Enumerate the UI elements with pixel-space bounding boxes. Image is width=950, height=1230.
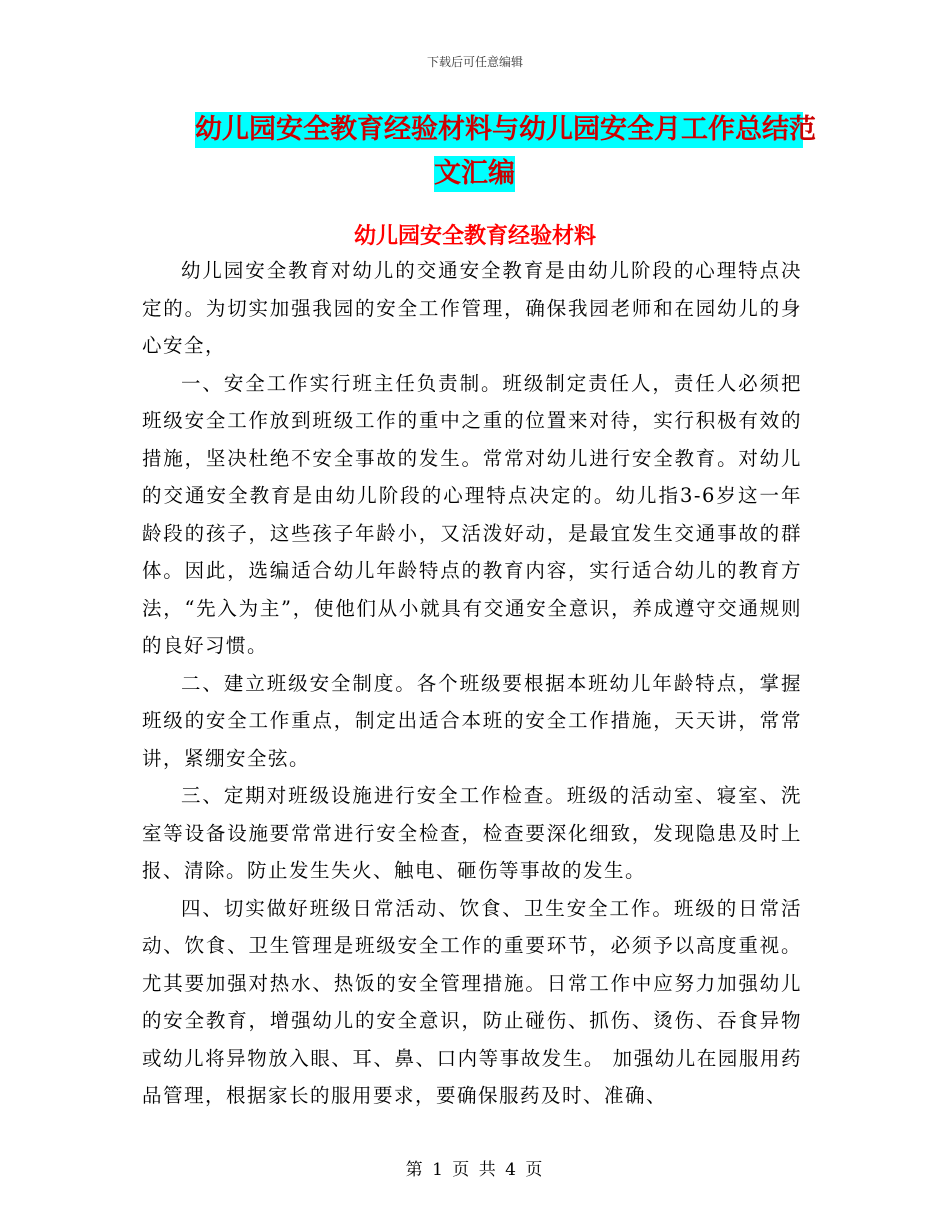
page-header-note: 下载后可任意编辑 [426,55,523,69]
body-paragraph: 幼儿园安全教育对幼儿的交通安全教育是由幼儿阶段的心理特点决定的。为切实加强我园的安全工作管理，确保我园老师和在园幼儿的身心安全， [142,259,802,357]
body-paragraph: 一、安全工作实行班主任负责制。班级制定责任人，责任人必须把班级安全工作放到班级工作的重中之重的位置来对待，实行积极有效的措施，坚决杜绝不安全事故的发生。常常对幼儿进行安全教育。对幼儿的交通安全教育是由幼儿阶段的心理特点决定的。幼儿指3-6岁这一年龄段的孩子，这些孩子年龄小，又活泼好动，是最宜发生交通事故的群体。因此，选编适合幼儿年龄特点的教育内容，实行适合幼儿的教育方法，“先入为主”，使他们从小就具有交通安全意识，养成遵守交通规则的良好习惯。 [142,371,802,657]
section-title: 幼儿园安全教育经验材料 [353,223,596,249]
body-paragraph: 三、定期对班级设施进行安全工作检查。班级的活动室、寝室、洗室等设备设施要常常进行安全检查，检查要深化细致，发现隐患及时上报、清除。防止发生失火、触电、砸伤等事故的发生。 [142,784,802,882]
page-footer: 第 1 页 共 4 页 [405,1160,545,1180]
document-body [142,252,802,1115]
body-paragraph: 二、建立班级安全制度。各个班级要根据本班幼儿年龄特点，掌握班级的安全工作重点，制定出适合本班的安全工作措施，天天讲，常常讲，紧绷安全弦。 [142,671,802,770]
document-title-line-1: 幼儿园安全教育经验材料与幼儿园安全月工作总结范 [195,112,803,148]
document-title-line-2: 文汇编 [434,156,515,192]
body-paragraph: 四、切实做好班级日常活动、饮食、卫生安全工作。班级的日常活动、饮食、卫生管理是班级安全工作的重要环节，必须予以高度重视。尤其要加强对热水、热饭的安全管理措施。日常工作中应努力加强幼儿的安全教育，增强幼儿的安全意识，防止碰伤、抓伤、烫伤、吞食异物或幼儿将异物放入眼、耳、鼻、口内等事故发生。 加强幼儿在园服用药品管理，根据家长的服用要求，要确保服药及时、准确、 [142,896,802,1107]
